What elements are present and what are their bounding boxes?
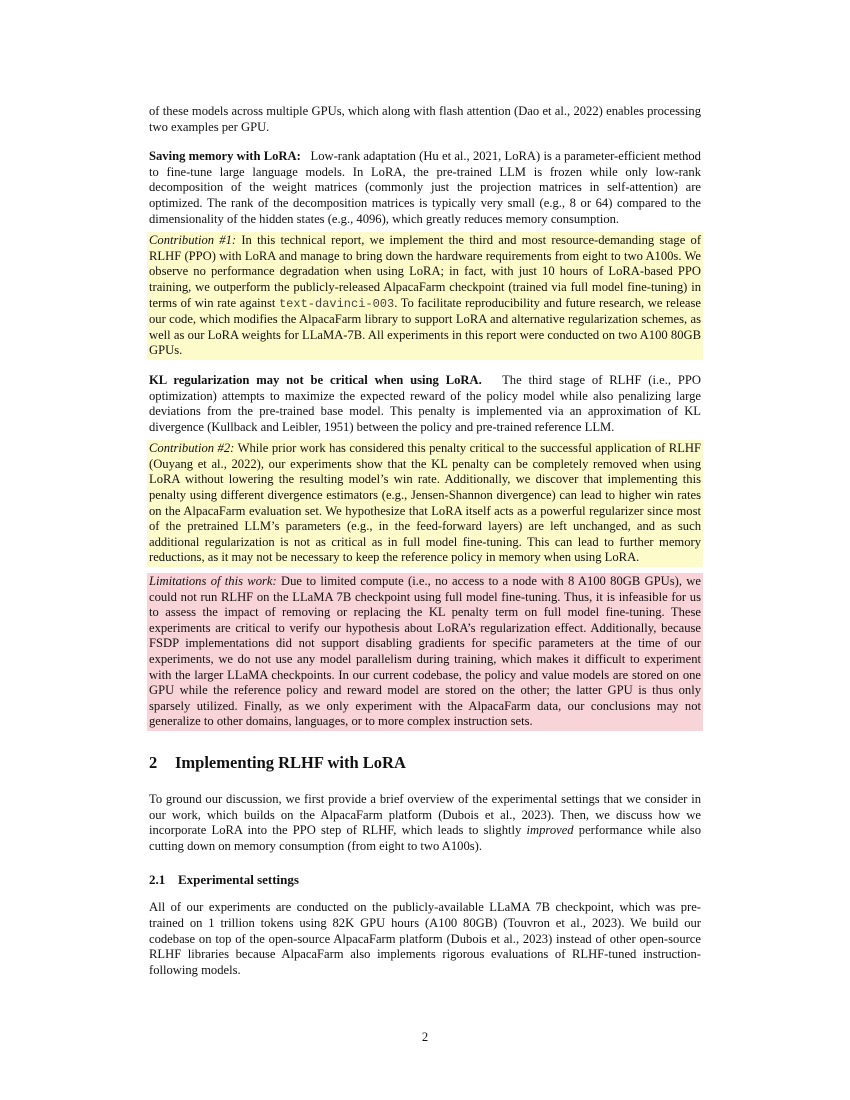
contribution1-text-a: In this technical report, we implement the third and most resource-demanding stage of RLHF (PPO) with LoRA and manage to bring down the hardware requirements from eight to two A100s. We observe no performance degradation when using LoRA; in fact, with just 10 hours of LoRA-based PPO training, we outperform the publicly-released AlpacaFarm checkpoint (trained via full model fine-tuning) in terms of win rate against	[149, 233, 702, 310]
page-number: 2	[421, 1030, 429, 1044]
kl-body: The third stage of RLHF (i.e., PPO optimization) attempts to maximize the expected reward of the policy model while also penalizing large deviations from the pre-trained base model. This penalty is implemented via an approximation of KL divergence (Kullback and Leibler, 1951) between the policy and pre-trained reference LLM.	[149, 372, 701, 434]
kl-heading: KL regularization may not be critical when using LoRA.	[149, 372, 482, 387]
contribution2-text: While prior work has considered this penalty critical to the successful application of RLHF (Ouyang et al., 2022), our experiments show that the KL penalty can be completely removed when using LoRA without lowering the resulting model’s win rate. Additionally, we discover that implementing this penalty using different divergence estimators (e.g., Jensen-Shannon divergence) can lead to higher win rates on the AlpacaFarm evaluation set. We hypothesize that LoRA itself acts as a powerful regularizer since most of the pretrained LLM’s parameters (e.g., in the feed-forward layers) are left unchanged, and as such additional regularization is not as critical as in full model fine-tuning. This can lead to further memory reductions, as it may not be necessary to keep the reference policy in memory when using LoRA.	[149, 441, 702, 565]
lora-paragraph	[149, 149, 701, 227]
subsection-2-1-number: 2.1	[149, 872, 166, 888]
lora-heading: Saving memory with LoRA:	[149, 149, 301, 164]
contribution1-text-b: . To facilitate reproducibility and future research, we release our code, which modifies the AlpacaFarm library to support LoRA and alternative regularization schemes, as well as our LoRA weights for LLaMA-7B. All experiments in this report were conducted on two A100 80GB GPUs.	[149, 295, 702, 358]
section-2-paragraph	[149, 792, 701, 854]
subsection-2-1-paragraph: All of our experiments are conducted on the publicly-available LLaMA 7B checkpoint, which was pre-trained on 1 trillion tokens using 82K GPU hours (A100 80GB) (Touvron et al., 2023). We build our codebase on top of the open-source AlpacaFarm platform (Dubois et al., 2023) instead of other open-source RLHF libraries because AlpacaFarm also implements rigorous evaluations of RLHF-tuned instruction-following models.	[149, 900, 701, 977]
section-2-title: Implementing RLHF with LoRA	[175, 752, 406, 772]
intro-paragraph: of these models across multiple GPUs, which along with flash attention (Dao et al., 2022) enables processing two examples per GPU.	[149, 104, 701, 134]
subsection-2-1-title: Experimental settings	[178, 872, 299, 888]
section-2-number: 2	[149, 752, 158, 772]
lora-body: Low-rank adaptation (Hu et al., 2021, LoRA) is a parameter-efficient method to fine-tune large language models. In LoRA, the pre-trained LLM is frozen while only low-rank decomposition of the weight matrices (commonly just the projection matrices in self-attention) are optimized. The rank of the decomposition matrices is typically very small (e.g., 8 or 64) compared to the dimensionality of the hidden states (e.g., 4096), which greatly reduces memory consumption.	[149, 149, 701, 226]
contribution2-box	[147, 440, 703, 567]
contribution1-label: Contribution #1:	[149, 233, 237, 248]
contribution2-label: Contribution #2:	[149, 441, 235, 456]
section-2-body-b: performance while also cutting down on memory consumption (from eight to two A100s).	[149, 823, 701, 853]
subsection-2-1-heading	[149, 872, 701, 888]
contribution1-box	[147, 232, 703, 360]
section-2-emphasis: improved	[526, 823, 574, 838]
limitations-box	[147, 573, 703, 731]
section-2-heading	[149, 753, 701, 773]
section-2-body-a: To ground our discussion, we first provide a brief overview of the experimental settings that we consider in our work, which builds on the AlpacaFarm platform (Dubois et al., 2023). Then, we discuss how we incorporate LoRA into the PPO step of RLHF, which leads to slightly	[149, 791, 701, 838]
page-body	[149, 104, 701, 978]
limitations-label: Limitations of this work:	[149, 574, 277, 589]
contribution1-code: text-davinci-003	[278, 296, 395, 311]
limitations-text: Due to limited compute (i.e., no access to a node with 8 A100 80GB GPUs), we could not run RLHF on the LLaMA 7B checkpoint using full model fine-tuning. Thus, it is infeasible for us to assess the impact of removing or replacing the KL penalty term on full model fine-tuning. These experiments are critical to verify our hypothesis about LoRA’s regularization effect. Additionally, because FSDP implementations did not support disabling gradients for specific parameters at the time of our experiments, we do not use any model parallelism during training, which makes it difficult to experiment with the larger LLaMA checkpoints. In our current codebase, the policy and value models are stored on one GPU while the reference policy and reward model are stored on the other; the latter GPU is thus only sparsely utilized. Finally, as we only experiment with the AlpacaFarm data, our conclusions may not generalize to other domains, languages, or to more complex instruction sets.	[149, 574, 701, 729]
kl-paragraph	[149, 373, 701, 435]
